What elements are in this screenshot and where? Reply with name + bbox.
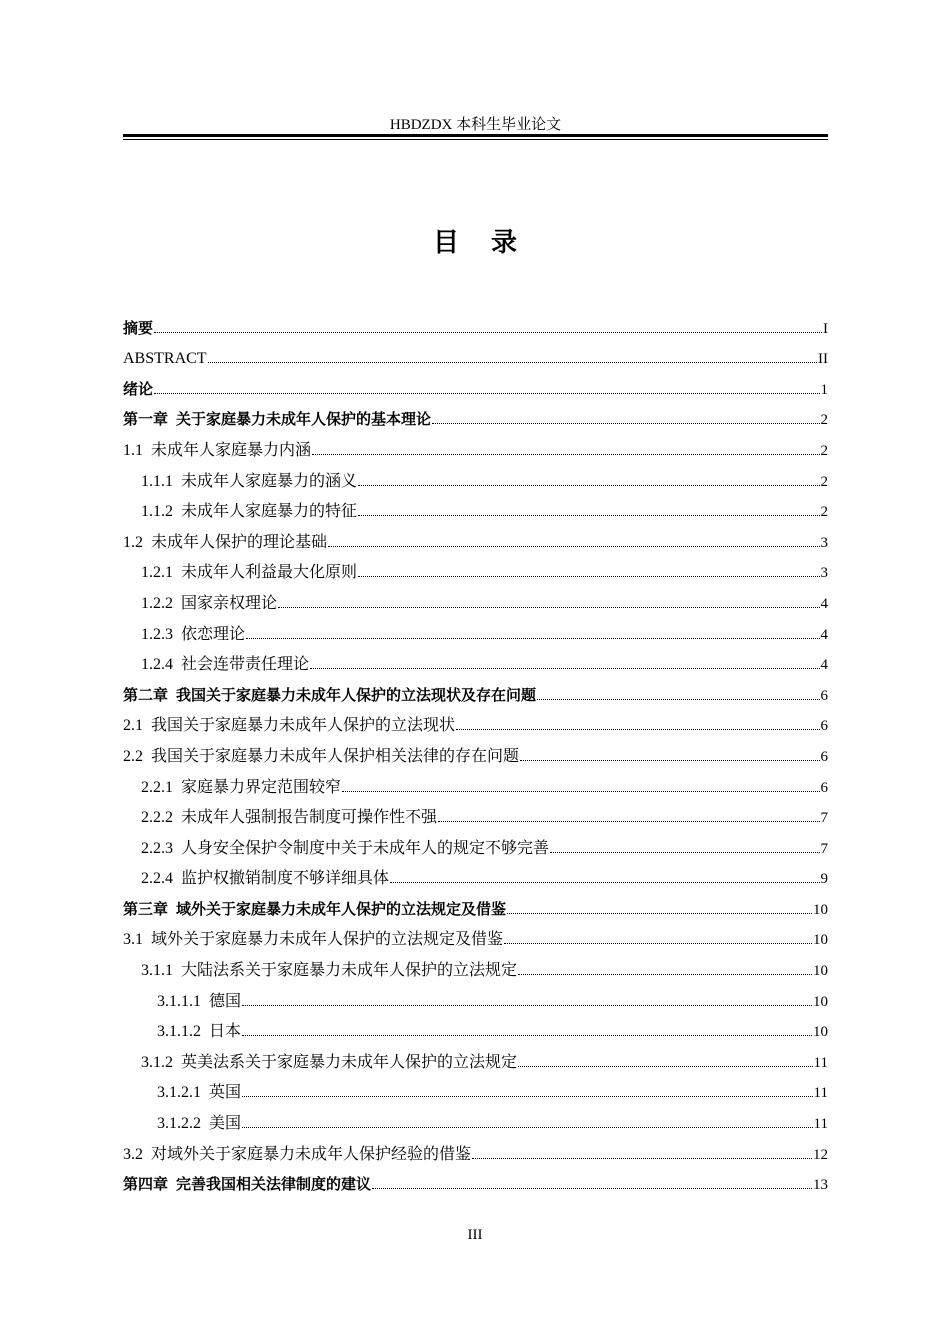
toc-entry-page: 12	[813, 1146, 828, 1163]
toc-entry-page: 10	[813, 993, 828, 1010]
toc-leader-dots	[520, 760, 819, 761]
toc-leader-dots	[456, 729, 819, 730]
toc-entry-page: 1	[820, 381, 828, 398]
toc-entry[interactable]	[123, 802, 828, 833]
toc-entry-number: 1.1	[123, 441, 143, 459]
toc-entry[interactable]	[123, 434, 828, 465]
toc-entry-text: 社会连带责任理论	[181, 656, 310, 674]
toc-leader-dots	[358, 576, 819, 577]
toc-entry[interactable]	[123, 618, 828, 649]
toc-entry[interactable]	[123, 740, 828, 771]
running-header: HBDZDX 本科生毕业论文	[389, 117, 562, 133]
toc-entry-label	[141, 468, 357, 491]
toc-entry-label	[123, 378, 153, 399]
toc-entry[interactable]	[123, 1016, 828, 1047]
header-rule-thick	[123, 134, 828, 137]
toc-entry[interactable]	[123, 312, 828, 343]
toc-entry-number: 3.1	[123, 931, 143, 949]
toc-entry-text: 英国	[209, 1084, 242, 1102]
toc-leader-dots	[208, 362, 817, 363]
toc-leader-dots	[438, 821, 819, 822]
toc-entry-page: 7	[820, 840, 828, 857]
toc-entry-label	[141, 590, 277, 613]
toc-entry[interactable]	[123, 649, 828, 680]
toc-entry[interactable]	[123, 587, 828, 618]
toc-entry-text: 域外关于家庭暴力未成年人保护的立法规定及借鉴	[151, 931, 504, 949]
toc-leader-dots	[242, 1035, 812, 1036]
toc-entry-page: 4	[820, 595, 828, 612]
toc-entry-label	[123, 529, 327, 552]
toc-leader-dots	[246, 638, 819, 639]
toc-entry-number: 2.2.4	[141, 870, 173, 888]
toc-entry-number: 3.2	[123, 1145, 143, 1163]
toc-entry-number: 1.2	[123, 533, 143, 551]
toc-entry-number: 3.1.1	[141, 962, 173, 980]
toc-entry-page: I	[823, 320, 828, 337]
toc-entry-text: 我国关于家庭暴力未成年人保护相关法律的存在问题	[151, 747, 520, 765]
toc-entry-page: 11	[813, 1116, 828, 1133]
toc-entry[interactable]	[123, 526, 828, 557]
toc-entry-text: 我国关于家庭暴力未成年人保护的立法现状	[151, 717, 456, 735]
toc-entry-text: 德国	[209, 992, 242, 1010]
toc-entry[interactable]	[123, 893, 828, 924]
toc-entry-page: 2	[820, 442, 828, 459]
toc-entry-text: 未成年人利益最大化原则	[181, 564, 358, 582]
toc-entry[interactable]	[123, 404, 828, 435]
toc-entry-page: 4	[820, 626, 828, 643]
toc-entry-number: 第四章	[123, 1175, 169, 1194]
toc-entry[interactable]	[123, 1138, 828, 1169]
toc-entry-page: 10	[813, 963, 828, 980]
toc-entry-page: 10	[813, 901, 828, 918]
header-rule-thin	[123, 139, 828, 140]
page-number: III	[467, 1227, 483, 1243]
toc-entry-page: 10	[813, 932, 828, 949]
toc-entry-label	[157, 1018, 241, 1041]
toc-entry[interactable]	[123, 954, 828, 985]
toc-entry[interactable]	[123, 373, 828, 404]
toc-leader-dots	[432, 423, 819, 424]
toc-entry-label	[123, 898, 506, 919]
toc-entry-label	[141, 651, 309, 674]
toc-entry-text: 监护权撤销制度不够详细具体	[181, 870, 390, 888]
toc-entry-page: 13	[813, 1177, 828, 1194]
toc-entry-text: 国家亲权理论	[181, 594, 278, 612]
toc-entry-text: 家庭暴力界定范围较窄	[181, 778, 342, 796]
toc-entry-page: 3	[820, 534, 828, 551]
toc-entry-label	[123, 1141, 471, 1164]
toc-entry-text: ABSTRACT	[123, 350, 207, 368]
toc-entry[interactable]	[123, 679, 828, 710]
toc-leader-dots	[472, 1158, 812, 1159]
toc-entry-text: 未成年人家庭暴力的涵义	[181, 472, 358, 490]
toc-entry-number: 3.1.2.1	[157, 1084, 201, 1102]
toc-entry-number: 3.1.1.2	[157, 1023, 201, 1041]
toc-entry-label	[141, 498, 357, 521]
toc-leader-dots	[312, 454, 819, 455]
toc-entry[interactable]	[123, 557, 828, 588]
toc-entry-page: 2	[820, 504, 828, 521]
toc-entry-text: 未成年人保护的理论基础	[151, 533, 328, 551]
toc-entry-page: 11	[813, 1054, 828, 1071]
toc-entry[interactable]	[123, 924, 828, 955]
toc-leader-dots	[358, 485, 819, 486]
toc-entry-label	[157, 1110, 241, 1133]
toc-entry-label	[141, 621, 245, 644]
toc-entry-text: 完善我国相关法律制度的建议	[176, 1175, 372, 1194]
toc-entry-text: 未成年人家庭暴力内涵	[151, 441, 312, 459]
toc-entry-label	[141, 804, 437, 827]
toc-leader-dots	[358, 515, 819, 516]
toc-entry-label	[123, 350, 207, 368]
toc-entry-text: 未成年人家庭暴力的特征	[181, 503, 358, 521]
toc-entry-number: 3.1.2.2	[157, 1115, 201, 1133]
toc-entry-text: 美国	[209, 1115, 242, 1133]
toc-leader-dots	[342, 791, 819, 792]
toc-entry-text: 对域外关于家庭暴力未成年人保护经验的借鉴	[151, 1145, 472, 1163]
toc-entry-number: 第三章	[123, 899, 169, 918]
toc-leader-dots	[518, 1066, 813, 1067]
toc-entry-text: 我国关于家庭暴力未成年人保护的立法现状及存在问题	[176, 685, 537, 704]
toc-entry-label	[123, 684, 536, 705]
toc-entry-label	[141, 957, 517, 980]
toc-leader-dots	[242, 1127, 813, 1128]
page-title: 目录	[432, 228, 549, 258]
toc-entry-label	[123, 317, 153, 338]
toc-entry-number: 1.2.2	[141, 594, 173, 612]
toc-entry-number: 2.2.3	[141, 839, 173, 857]
toc-entry-label	[123, 712, 455, 735]
toc-entry[interactable]	[123, 1169, 828, 1200]
toc-entry-page: 6	[820, 748, 828, 765]
toc-entry-text: 日本	[209, 1023, 242, 1041]
toc-entry[interactable]	[123, 771, 828, 802]
toc-entry-text: 域外关于家庭暴力未成年人保护的立法规定及借鉴	[176, 899, 507, 918]
toc-entry-number: 1.2.1	[141, 564, 173, 582]
toc-entry-text: 绪论	[123, 379, 154, 398]
toc-entry-page: II	[818, 351, 828, 368]
toc-entry-page: 9	[820, 871, 828, 888]
toc-entry-page: 6	[820, 779, 828, 796]
toc-entry-label	[141, 835, 549, 858]
toc-entry-page: 4	[820, 657, 828, 674]
toc-entry-label	[141, 559, 357, 582]
toc-leader-dots	[507, 913, 812, 914]
toc-entry-label	[123, 743, 519, 766]
toc-entry-page: 6	[820, 718, 828, 735]
toc-entry-text: 英美法系关于家庭暴力未成年人保护的立法规定	[181, 1053, 518, 1071]
toc-entry-page: 11	[813, 1085, 828, 1102]
toc-leader-dots	[242, 1096, 813, 1097]
toc-entry-number: 2.1	[123, 717, 143, 735]
toc-leader-dots	[154, 332, 822, 333]
toc-leader-dots	[154, 393, 819, 394]
toc-entry-label	[123, 408, 431, 429]
toc-entry-label	[157, 1079, 241, 1102]
toc-entry-text: 人身安全保护令制度中关于未成年人的规定不够完善	[181, 839, 550, 857]
toc-entry[interactable]	[123, 710, 828, 741]
toc-leader-dots	[328, 546, 819, 547]
toc-leader-dots	[504, 943, 812, 944]
toc-entry-number: 1.1.2	[141, 503, 173, 521]
toc-leader-dots	[390, 882, 819, 883]
table-of-contents	[123, 312, 828, 1199]
toc-entry-text: 依恋理论	[181, 625, 246, 643]
toc-entry-page: 3	[820, 565, 828, 582]
toc-leader-dots	[242, 1005, 812, 1006]
toc-entry-text: 关于家庭暴力未成年人保护的基本理论	[176, 410, 432, 429]
toc-leader-dots	[550, 852, 819, 853]
toc-entry-page: 2	[820, 412, 828, 429]
toc-entry[interactable]	[123, 465, 828, 496]
toc-entry[interactable]	[123, 496, 828, 527]
toc-leader-dots	[372, 1188, 812, 1189]
toc-entry-label	[141, 1049, 517, 1072]
toc-entry[interactable]	[123, 832, 828, 863]
toc-entry[interactable]	[123, 1077, 828, 1108]
toc-entry[interactable]	[123, 343, 828, 374]
toc-entry-number: 1.1.1	[141, 472, 173, 490]
toc-entry-page: 6	[820, 687, 828, 704]
toc-entry[interactable]	[123, 1046, 828, 1077]
toc-entry-label	[123, 1173, 371, 1194]
toc-entry-number: 3.1.2	[141, 1053, 173, 1071]
toc-entry-page: 10	[813, 1024, 828, 1041]
toc-leader-dots	[278, 607, 819, 608]
toc-entry[interactable]	[123, 863, 828, 894]
toc-entry[interactable]	[123, 1107, 828, 1138]
toc-entry-number: 2.2.2	[141, 809, 173, 827]
toc-entry-text: 未成年人强制报告制度可操作性不强	[181, 809, 438, 827]
toc-entry-label	[141, 865, 389, 888]
toc-entry-page: 7	[820, 810, 828, 827]
toc-entry-label	[141, 774, 341, 797]
toc-entry-number: 1.2.3	[141, 625, 173, 643]
toc-entry-label	[123, 926, 503, 949]
toc-entry[interactable]	[123, 985, 828, 1016]
toc-entry-number: 第二章	[123, 685, 169, 704]
toc-entry-page: 2	[820, 473, 828, 490]
toc-leader-dots	[518, 974, 812, 975]
toc-entry-number: 2.2	[123, 747, 143, 765]
toc-entry-number: 1.2.4	[141, 656, 173, 674]
toc-leader-dots	[537, 699, 819, 700]
toc-entry-label	[123, 437, 311, 460]
toc-entry-number: 3.1.1.1	[157, 992, 201, 1010]
toc-entry-number: 2.2.1	[141, 778, 173, 796]
toc-entry-number: 第一章	[123, 410, 169, 429]
toc-entry-text: 摘要	[123, 318, 154, 337]
toc-leader-dots	[310, 668, 819, 669]
toc-entry-text: 大陆法系关于家庭暴力未成年人保护的立法规定	[181, 962, 518, 980]
toc-entry-label	[157, 988, 241, 1011]
